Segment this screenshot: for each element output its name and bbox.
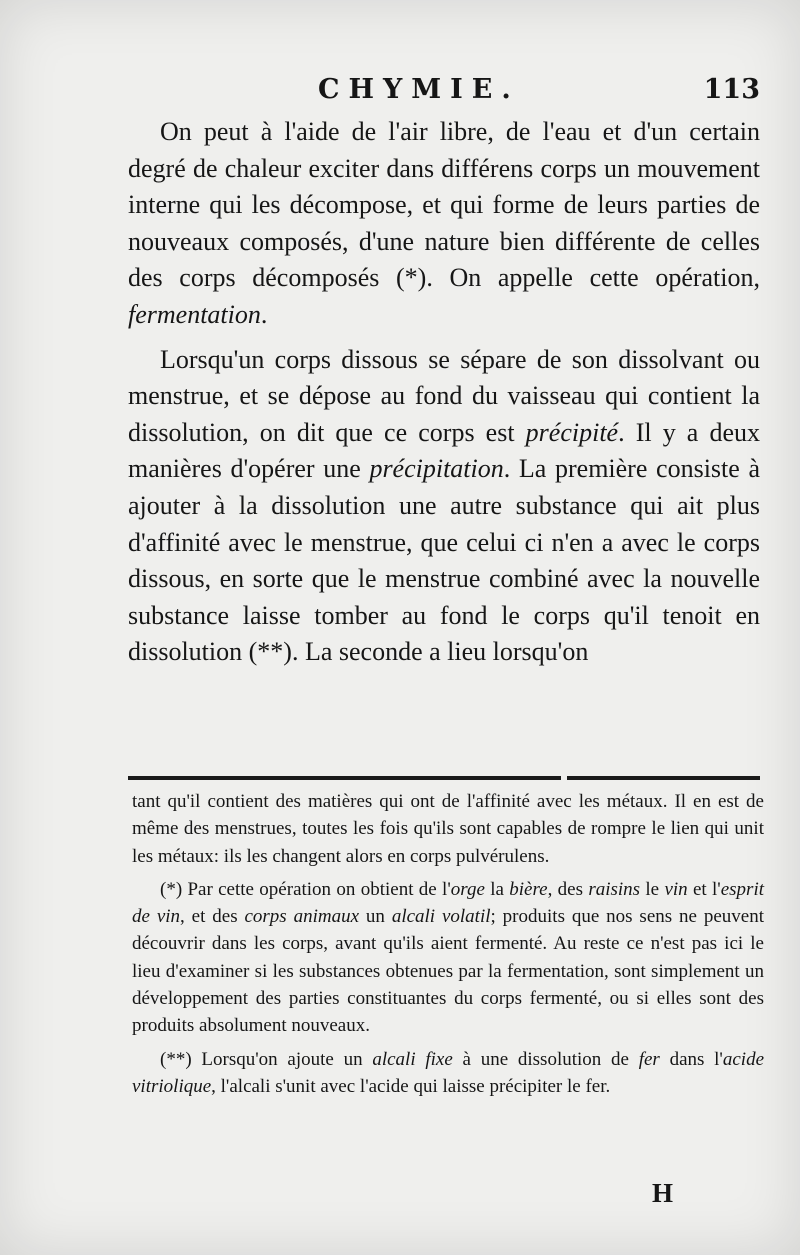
rule-gap — [561, 774, 567, 782]
running-title: CHYMIE. — [318, 74, 520, 105]
footnote-separator-rule — [128, 776, 760, 780]
page-number: 113 — [703, 74, 760, 105]
italic-term: précipitation — [369, 454, 504, 484]
italic-term: précipité — [525, 417, 619, 447]
footnote-2: (**) Lorsqu'on ajoute un alcali fixe à une dissolution de fer dans l'acide vitriolique, l'alcali s'unit avec l'acide qui laisse précipiter le fer. — [132, 1048, 765, 1097]
footnote-1: (*) Par cette opération on obtient de l'orge la bière, des raisins le vin et l'esprit de vin, et des corps animaux un alcali volatil; produits que nos sens ne peuvent découvrir dans les corps, avant qu'ils aient fermenté. Au reste ce n'est pas ici le lieu d'examiner si les substances obtenues par la fermentation, sont simplement un développement des parties constituantes du corps fermenté, ou si elles sont des produits absolument nouveaux. — [132, 878, 765, 1037]
page-header — [128, 74, 760, 114]
italic-term: fermentation — [128, 299, 261, 329]
signature-mark: H — [652, 1178, 674, 1208]
footnotes — [132, 788, 764, 1106]
paragraph-fermentation: On peut à l'aide de l'air libre, de l'eau et d'un certain degré de chaleur exciter dans différens corps un mouvement interne qui les décompose, et qui forme de leurs parties de nouveaux composés, d'une nature bien différente de celles des corps décomposés (*). On appelle cette opération, fermentation. — [128, 117, 760, 329]
footnote-continuation: tant qu'il contient des matières qui ont de l'affinité avec les métaux. Il en est de même des menstrues, toutes les fois qu'ils sont capables de rompre le lien qui unit les métaux: ils les changent alors en corps pulvérulens. — [132, 791, 764, 867]
main-text — [128, 114, 760, 679]
paragraph-precipitation: Lorsqu'un corps dissous se sépare de son dissolvant ou menstrue, et se dépose au fond du vaisseau qui contient la dissolution, on dit que ce corps est précipité. Il y a deux manières d'opérer une précipitation. La première consiste à ajouter à la dissolution une autre substance qui ait plus d'affinité avec le menstrue, que celui ci n'en a avec le corps dissous, en sorte que le menstrue combiné avec la nouvelle substance laisse tomber au fond le corps qu'il tenoit en dissolution (**). La seconde a lieu lorsqu'on — [128, 344, 760, 667]
